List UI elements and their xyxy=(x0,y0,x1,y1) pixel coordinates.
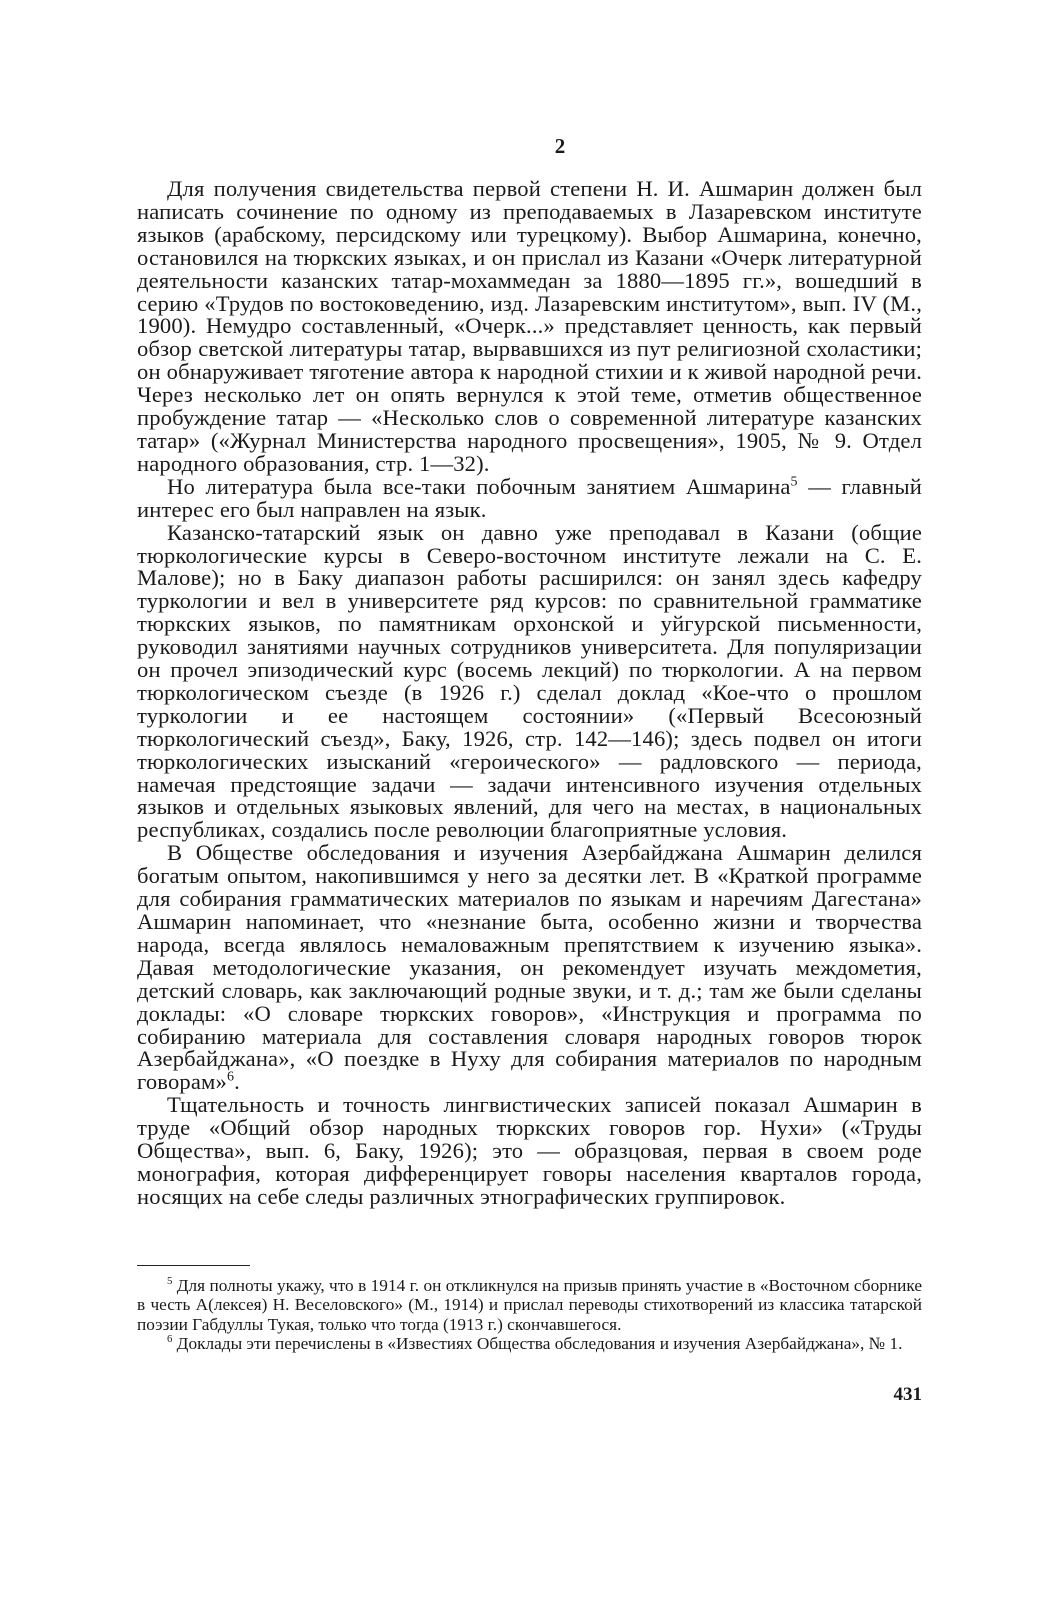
footnote-number-5: 5 xyxy=(167,1275,173,1288)
paragraph-2-text: Но литература была все-таки побочным занятием Ашмарина xyxy=(167,473,791,499)
footnote-ref-6[interactable]: 6 xyxy=(226,1069,235,1085)
footnote-number-6: 6 xyxy=(167,1333,173,1346)
page-number: 431 xyxy=(893,1384,922,1405)
section-number: 2 xyxy=(554,134,566,158)
footnote-divider xyxy=(137,1265,250,1266)
paragraph-3: Казанско-татарский язык он давно уже преподавал в Казани (общие тюркологические курсы в Северо-восточном институте лежали на С. Е. Малове); но в Баку диапазон работы расширился: он занял здесь кафедру туркологии и вел в университете ряд курсов: по сравнительной грамматике тюркских языков, по памятникам орхонской и уйгурской письменности, руководил занятиями научных сотрудников университета. Для популяризации он прочел эпизодический курс (восемь лекций) по тюркологии. А на первом тюркологическом съезде (в 1926 г.) сделал доклад «Кое-что о прошлом туркологии и ее настоящем состоянии» («Первый Всесоюзный тюркологический съезд», Баку, 1926, стр. 142—146); здесь подвел он итоги тюркологических изысканий «героического» — радловского — периода, намечая предстоящие задачи — задачи интенсивного изучения отдельных языков и отдельных языковых явлений, для чего на местах, в национальных республиках, создались после революции благоприятные условия. xyxy=(137,519,922,843)
footnote-text-6: Доклады эти перечислены в «Известиях Общества обследования и изучения Азербайджана», № 1. xyxy=(172,1334,903,1354)
paragraph-1: Для получения свидетельства первой степени Н. И. Ашмарин должен был написать сочинение по одному из преподаваемых в Лазаревском институте языков (арабскому, персидскому или турецкому). Выбор Ашмарина, конечно, остановился на тюркских языках, и он прислал из Казани «Очерк литературной деятельности казанских татар-мохаммедан за 1880—1895 гг.», вошедший в серию «Трудов по востоковедению, изд. Лазаревским институтом», вып. IV (М., 1900). Немудро составленный, «Очерк...» представляет ценность, как первый обзор светской литературы татар, вырвавшихся из пут религиозной схоластики; он обнаруживает тяготение автора к народной стихии и к живой народной речи. Через несколько лет он опять вернулся к этой теме, отметив общественное пробуждение татар — «Несколько слов о современной литературе казанских татар» («Журнал Министерства народного просвещения», 1905, № 9. Отдел народного образования, стр. 1—32). xyxy=(137,176,922,476)
paragraph-2 xyxy=(137,473,922,522)
paragraph-4-text: В Обществе обследования и изучения Азербайджана Ашмарин делился богатым опытом, накопившимся у него за десятки лет. В «Краткой программе для собирания грамматических материалов по языкам и наречиям Дагестана» Ашмарин напоминает, что «незнание быта, особенно жизни и творчества народа, всегда являлось немаловажным препятствием к изучению языка». Давая методологические указания, он рекомендует изучать междометия, детский словарь, как заключающий родные звуки, и т. д.; там же были сделаны доклады: «О словаре тюркских говоров», «Инструкция и программа по собиранию материала для составления словаря народных говоров тюрок Азербайджана», «О поездке в Нуху для собирания материалов по народным говорам» xyxy=(137,840,922,1095)
footnote-ref-5[interactable]: 5 xyxy=(790,474,798,490)
paragraph-2-continuation: — главный интерес его был направлен на язык. xyxy=(137,473,922,522)
body-text xyxy=(137,178,922,1209)
footnote-text-5: Для полноты укажу, что в 1914 г. он откликнулся на призыв принять участие в «Восточном сборнике в честь А(лексея) Н. Веселовского» (М., 1914) и прислал переводы стихотворений из классика татарской поэзии Габдуллы Тукая, только что тогда (1913 г.) скончавшегося. xyxy=(137,1276,922,1334)
paragraph-4 xyxy=(137,842,922,1094)
footnote-6 xyxy=(137,1334,922,1353)
paragraph-5: Тщательность и точность лингвистических записей показал Ашмарин в труде «Общий обзор народных тюркских говоров гор. Нухи» («Труды Общества», вып. 6, Баку, 1926); это — образцовая, первая в своем роде монография, которая дифференцирует говоры населения кварталов города, носящих на себе следы различных этнографических группировок. xyxy=(137,1092,922,1209)
footnote-5 xyxy=(137,1276,922,1334)
paragraph-4-end: . xyxy=(234,1069,240,1095)
footnotes xyxy=(137,1276,922,1354)
